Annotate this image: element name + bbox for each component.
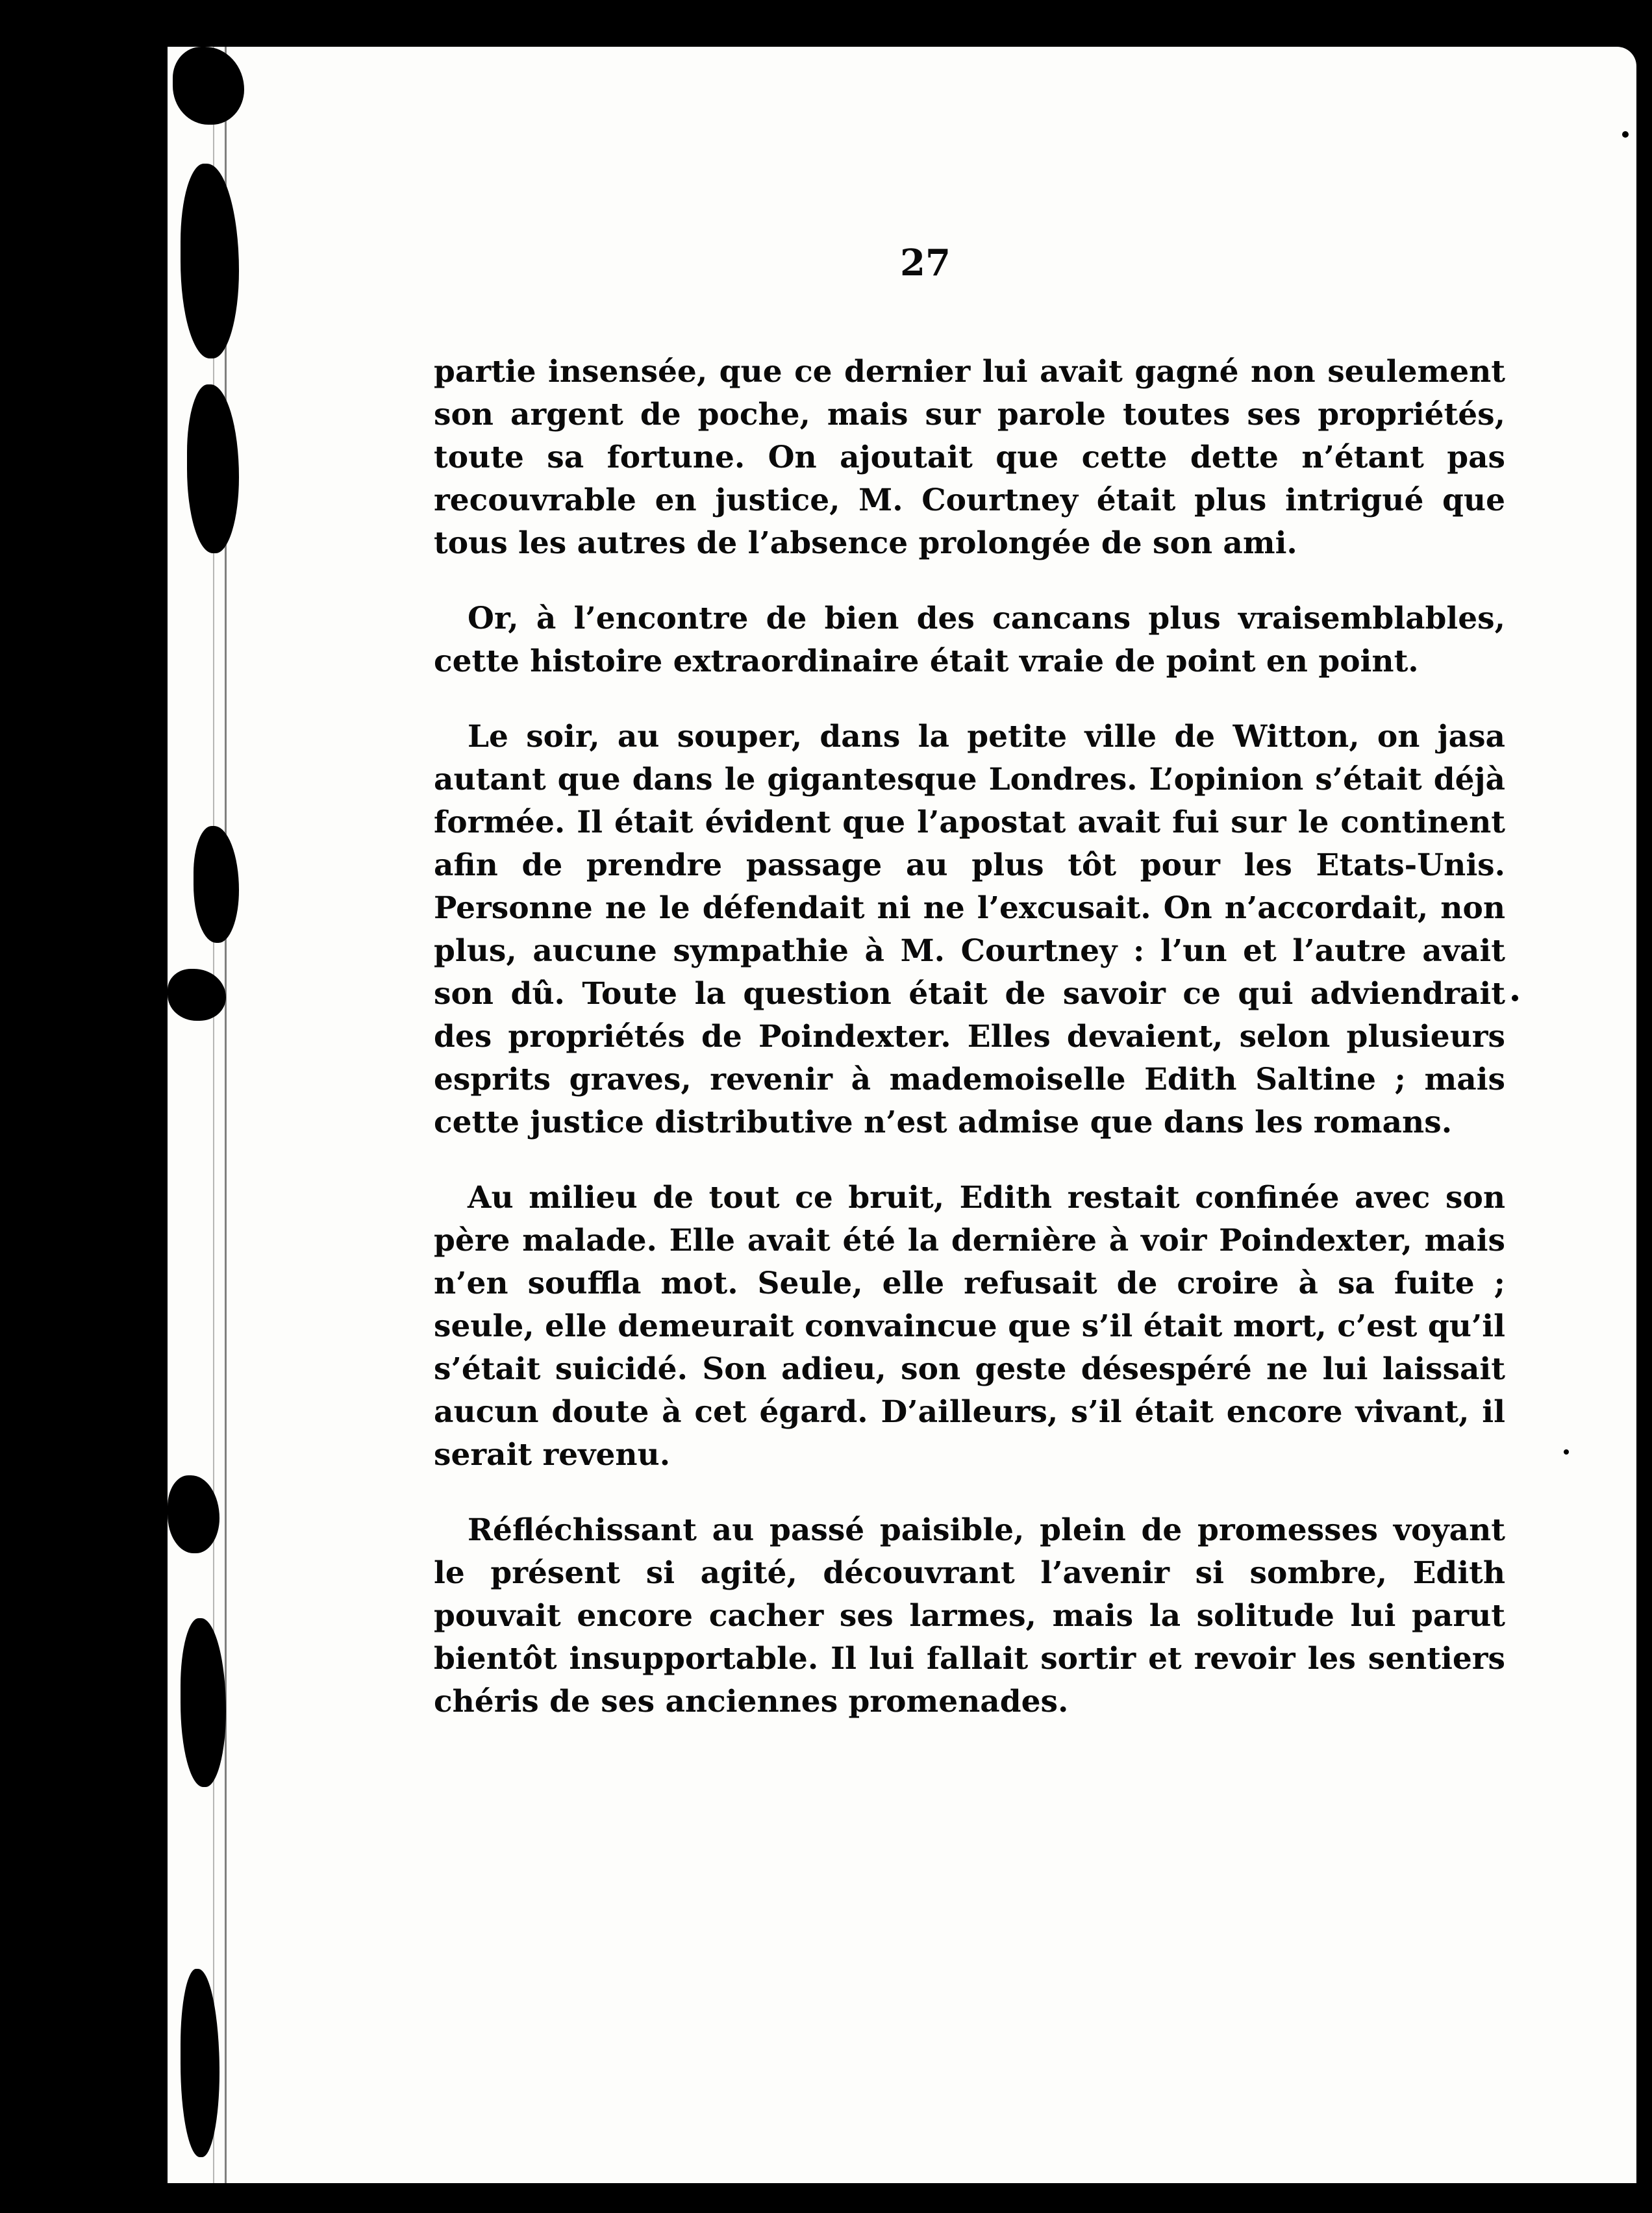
paragraph: Or, à l’encontre de bien des cancans plus vraisemblables, cette histoire extraordinaire était vraie de point en point. (434, 601, 1505, 679)
binding-blot (168, 1475, 219, 1553)
binding-blot (173, 47, 244, 125)
ink-speck (1622, 131, 1629, 138)
binding-blot (181, 1618, 226, 1787)
book-page (168, 47, 1636, 2183)
binding-blot (194, 826, 239, 943)
paragraph: Le soir, au souper, dans la petite ville de Witton, on jasa autant que dans le gigantesque Londres. L’opinion s’était déjà formée. Il était évident que l’apostat avait fui sur le continent afin de prendre passage au plus tôt pour les Etats-Unis. Personne ne le défendait ni ne l’excusait. On n’accordait, non plus, aucune sympathie à M. Courtney : l’un et l’autre avait son dû. Toute la question était de savoir ce qui adviendrait des propriétés de Poindexter. Elles devaient, selon plusieurs esprits graves, revenir à mademoiselle Edith Saltine ; mais cette justice distributive n’est admise que dans les romans. (434, 719, 1505, 1140)
binding-edge (225, 47, 227, 2183)
ink-speck (1512, 995, 1518, 1001)
paragraph: partie insensée, que ce dernier lui avait gagné non seulement son argent de poche, mais sur parole toutes ses propriétés, toute sa fortune. On ajoutait que cette dette n’étant pas recouvrable en justice, M. Courtney était plus intrigué que tous les autres de l’absence prolongée de son ami. (434, 354, 1505, 561)
body-text (434, 351, 1505, 1756)
page-number: 27 (900, 242, 951, 284)
paragraph: Réfléchissant au passé paisible, plein de promesses voyant le présent si agité, découvrant l’avenir si sombre, Edith pouvait encore cacher ses larmes, mais la solitude lui parut bientôt insupportable. Il lui fallait sortir et revoir les sentiers chéris de ses anciennes promenades. (434, 1512, 1505, 1719)
paragraph: Au milieu de tout ce bruit, Edith restait confinée avec son père malade. Elle avait été la dernière à voir Poindexter, mais n’en souffla mot. Seule, elle refusait de croire à sa fuite ; seule, elle demeurait convaincue que s’il était mort, c’est qu’il s’était suicidé. Son adieu, son geste désespéré ne lui laissait aucun doute à cet égard. D’ailleurs, s’il était encore vivant, il serait revenu. (434, 1180, 1505, 1473)
ink-speck (1564, 1449, 1569, 1455)
binding-blot (168, 969, 226, 1021)
binding-shadow (213, 47, 214, 2183)
binding-blot (187, 384, 239, 553)
